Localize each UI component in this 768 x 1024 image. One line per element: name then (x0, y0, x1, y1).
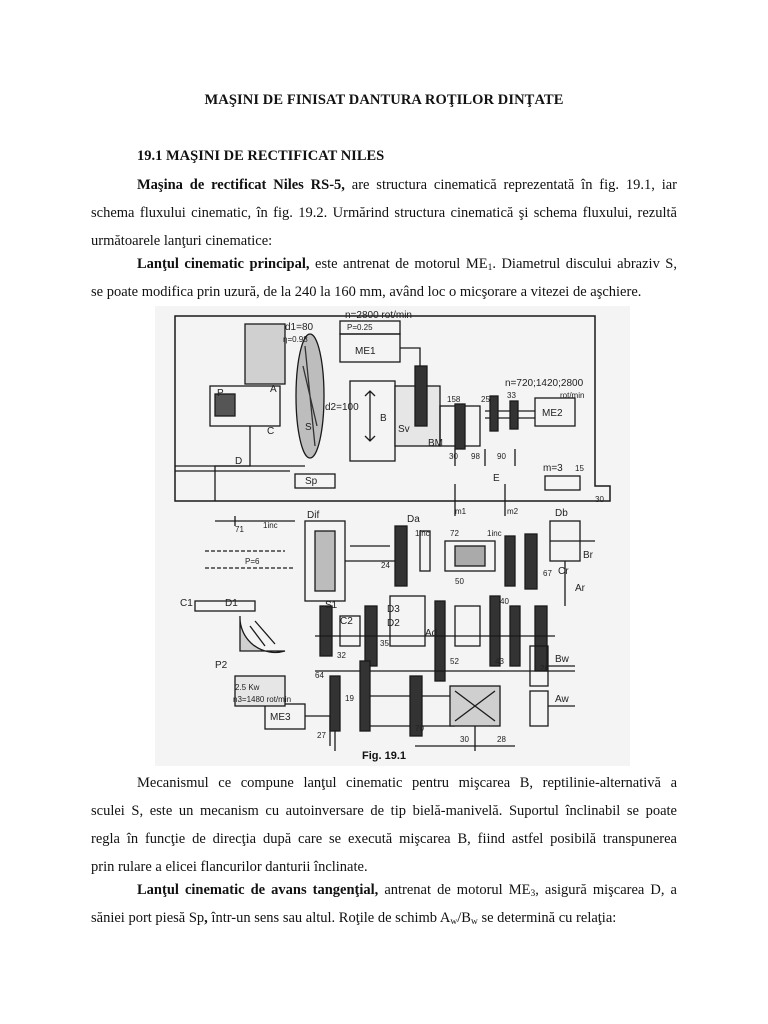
figure-caption: Fig. 19.1 (361, 750, 407, 762)
label-e: E (493, 473, 500, 484)
paragraph-line (91, 876, 677, 904)
paragraph-line: regla în funcţie de direcţia după care se execută mişcarea B, fiind astfel posibilă transpunerea (91, 831, 677, 847)
paragraph-mechanism (91, 769, 677, 881)
label-ar: Ar (575, 583, 585, 594)
paragraph-main-chain (91, 250, 677, 306)
label-bm: BM (428, 438, 443, 449)
label-gear-27: 27 (317, 731, 326, 740)
bold-lead: Lanţul cinematic de avans tangenţial, (137, 882, 379, 898)
label-br: Br (583, 550, 593, 561)
label-d2: d2=100 (325, 402, 359, 413)
label-sp: Sp (305, 476, 318, 487)
label-1inc-a: 1inc (263, 521, 278, 530)
label-d: D (235, 456, 243, 467)
label-bw: Bw (555, 654, 569, 665)
label-kw: 2.5 Kw (235, 683, 260, 692)
label-d3: D3 (387, 604, 400, 615)
label-c2: C2 (340, 616, 353, 627)
label-c: C (267, 426, 275, 437)
paragraph-line: sculei S, este un mecanism cu autoinversare de tip bielă-manivelă. Suportul înclinabil se poate (91, 803, 677, 819)
text-span: săniei port piesă Sp (91, 910, 205, 926)
label-gear-71: 71 (235, 525, 244, 534)
label-gear-67: 67 (543, 569, 552, 578)
label-gear-26: 26 (540, 664, 549, 673)
text-span: este antrenat de motorul ME (315, 256, 488, 272)
label-gear-70: 70 (415, 724, 424, 733)
label-sv: Sv (398, 424, 410, 435)
label-gear-30b: 30 (595, 495, 604, 504)
label-gear-30a: 30 (449, 452, 458, 461)
label-ad: Ad (425, 628, 438, 639)
subscript: w (470, 917, 478, 927)
text-span: se determină cu relaţia: (477, 910, 617, 926)
label-gear-50: 50 (455, 577, 464, 586)
kinematic-diagram (155, 306, 630, 766)
paragraph-line: prin rulare a elicei flancurilor danturii înclinate. (91, 859, 368, 875)
label-gear-40: 40 (500, 597, 509, 606)
label-aw: Aw (555, 694, 569, 705)
label-speed-me2: n=720;1420;2800 (505, 378, 584, 389)
label-a: A (270, 384, 277, 395)
label-b: B (380, 413, 387, 424)
text-span: , asigură mişcarea D, a (535, 882, 677, 898)
label-1inc-b: 1inc (415, 529, 430, 538)
chapter-title: MAŞINI DE FINISAT DANTURA ROŢILOR DINŢATE (204, 92, 564, 108)
text-span: într-un sens sau altul. Roţile de schimb A (211, 910, 451, 926)
label-gear-30c: 30 (460, 735, 469, 744)
label-gear-158: 158 (447, 395, 461, 404)
label-d1: d1=80 (285, 322, 314, 333)
label-p2: P2 (215, 660, 228, 671)
label-rot-min: rot/min (560, 391, 585, 400)
label-gear-25: 25 (481, 395, 490, 404)
label-gear-33: 33 (507, 391, 516, 400)
label-me2: ME2 (542, 408, 563, 419)
label-gear-24: 24 (381, 561, 390, 570)
label-pitch: P=6 (245, 557, 260, 566)
label-da: Da (407, 514, 420, 525)
label-gear-32: 32 (337, 651, 346, 660)
bold-lead: Lanţul cinematic principal, (137, 256, 310, 272)
label-p: P (217, 388, 224, 399)
label-me3: ME3 (270, 712, 291, 723)
section-heading: 19.1 MAŞINI DE RECTIFICAT NILES (137, 148, 385, 164)
paragraph-line: următoarele lanţuri cinematice: (91, 233, 273, 249)
label-me1: ME1 (355, 346, 376, 357)
subscript: 3 (530, 889, 536, 899)
label-s: S (305, 422, 312, 433)
text-span: are structura cinematică reprezentată în fig. 19.1, iar (351, 177, 678, 193)
label-eta: η=0.98 (283, 335, 308, 344)
label-d2-slide: D2 (387, 618, 400, 629)
text-span: antrenat de motorul ME (384, 882, 531, 898)
label-db: Db (555, 508, 568, 519)
kinematic-diagram-figure (155, 306, 630, 766)
label-dif: Dif (307, 510, 320, 521)
label-gear-19: 19 (345, 694, 354, 703)
label-gear-52: 52 (450, 657, 459, 666)
label-m1: m1 (455, 507, 467, 516)
bold-lead: Maşina de rectificat Niles RS-5, (137, 177, 345, 193)
label-power: P=0.25 (347, 323, 373, 332)
label-gear-90: 90 (497, 452, 506, 461)
text-span: . Diametrul discului abraziv S, (492, 256, 678, 272)
label-gear-72: 72 (450, 529, 459, 538)
label-d1-slide: D1 (225, 598, 238, 609)
label-cr: Cr (558, 566, 569, 577)
paragraph-machine-intro (91, 171, 677, 255)
label-gear-28: 28 (497, 735, 506, 744)
paragraph-line (91, 171, 677, 199)
paragraph-line: săniei port piesă Sp, într-un sens sau altul. Roţile de schimb $A_w/B_w$ se determină cu relaţia: (91, 910, 617, 927)
paragraph-line: se poate modifica prin uzură, de la 240 la 160 mm, având loc o micşorare a vitezei de aşchiere. (91, 284, 642, 300)
subscript: w (450, 917, 458, 927)
label-gear-64: 64 (315, 671, 324, 680)
label-speed-me3: n3=1480 rot/min (233, 695, 292, 704)
subscript: 1 (487, 263, 493, 273)
label-module: m=3 (543, 463, 563, 474)
paragraph-line: Mecanismul ce compune lanţul cinematic pentru mişcarea B, reptilinie-alternativă a (137, 775, 677, 791)
label-c1: C1 (180, 598, 193, 609)
label-1inc-c: 1inc (487, 529, 502, 538)
label-gear-35: 35 (380, 639, 389, 648)
label-s1: S1 (325, 600, 338, 611)
label-speed-me1: n=2800 rot/min (345, 310, 412, 321)
label-m2: m2 (507, 507, 519, 516)
label-gear-15: 15 (575, 464, 584, 473)
paragraph-feed-chain (91, 876, 677, 932)
text-span: /B (457, 910, 471, 926)
paragraph-line: schema fluxului cinematic, în fig. 19.2. Urmărind structura cinematică şi schema fluxului, rezultă (91, 205, 677, 221)
label-gear-43: 43 (495, 657, 504, 666)
paragraph-line (91, 250, 677, 278)
label-gear-98: 98 (471, 452, 480, 461)
